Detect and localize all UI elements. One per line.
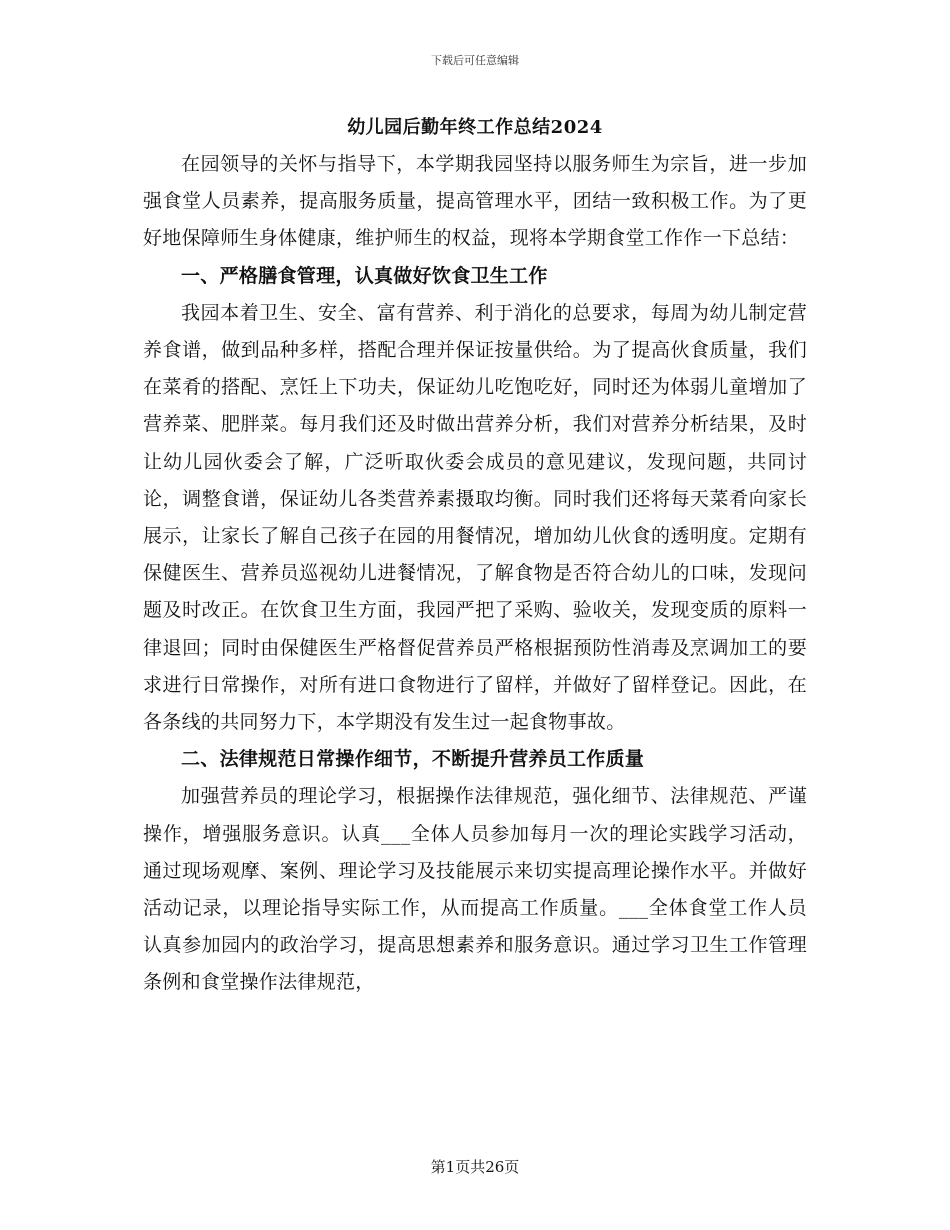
page-number: 第1页共26页: [430, 1158, 520, 1176]
page-header-note: 下载后可任意编辑: [431, 54, 519, 67]
section-heading-1: 一、严格膳食管理，认真做好饮食卫生工作: [181, 264, 548, 287]
section-heading-2: 二、法律规范日常操作细节，不断提升营养员工作质量: [181, 748, 645, 771]
paragraph-intro: 在园领导的关怀与指导下，本学期我园坚持以服务师生为宗旨，进一步加强食堂人员素养，提高服务质量，提高管理水平，团结一致积极工作。为了更好地保障师生身体健康，维护师生的权益，现将本学期食堂工作作一下总结：: [143, 153, 807, 250]
document-title: 幼儿园后勤年终工作总结2024: [347, 117, 603, 138]
paragraph-section-2: 加强营养员的理论学习，根据操作法律规范，强化细节、法律规范、严谨操作，增强服务意识。认真___全体人员参加每月一次的理论实践学习活动，通过现场观摩、案例、理论学习及技能展示来切实提高理论操作水平。并做好活动记录，以理论指导实际工作，从而提高工作质量。___全体食堂工作人员认真参加园内的政治学习，提高思想素养和服务意识。通过学习卫生工作管理条例和食堂操作法律规范，: [143, 785, 807, 994]
paragraph-section-1: 我园本着卫生、安全、富有营养、利于消化的总要求，每周为幼儿制定营养食谱，做到品种多样，搭配合理并保证按量供给。为了提高伙食质量，我们在菜肴的搭配、烹饪上下功夫，保证幼儿吃饱吃好，同时还为体弱儿童增加了营养菜、肥胖菜。每月我们还及时做出营养分析，我们对营养分析结果，及时让幼儿园伙委会了解，广泛听取伙委会成员的意见建议，发现问题，共同讨论，调整食谱，保证幼儿各类营养素摄取均衡。同时我们还将每天菜肴向家长展示，让家长了解自己孩子在园的用餐情况，增加幼儿伙食的透明度。定期有保健医生、营养员巡视幼儿进餐情况，了解食物是否符合幼儿的口味，发现问题及时改正。在饮食卫生方面，我园严把了采购、验收关，发现变质的原料一律退回；同时由保健医生严格督促营养员严格根据预防性消毒及烹调加工的要求进行日常操作，对所有进口食物进行了留样，并做好了留样登记。因此，在各条线的共同努力下，本学期没有发生过一起食物事故。: [143, 301, 807, 734]
document-body: [143, 146, 807, 1002]
